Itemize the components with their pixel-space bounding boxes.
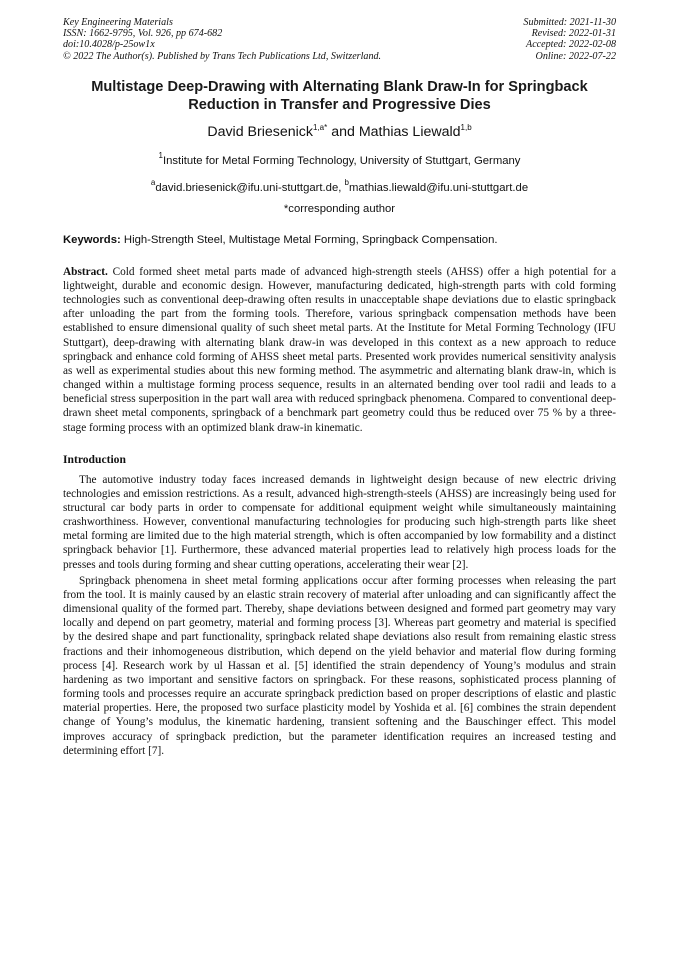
journal-header (63, 17, 616, 62)
issn-line: ISSN: 1662-9795, Vol. 926, pp 674-682 (63, 28, 223, 40)
affiliation (63, 145, 616, 172)
abstract-text: Cold formed sheet metal parts made of advanced high-strength steels (AHSS) offer a high potential for a lightweight, durable and economic design. However, manufacturing dedicated, high-strength parts with cold forming technologies such as conventional deep-drawing often results in unacceptable shape deviations due to elastic springback after unloading the part from the forming tools. Therefore, various springback compensation methods have been established to ensure dimensional quality of such sheet metal parts. At the Institute for Metal Forming Technology (IFU Stuttgart), deep-drawing with alternating blank draw-in was developed in this context as a new approach to reduce springback and enhance cold forming of AHSS sheet metal parts. Presented work provides numerical sensitivity analysis as well as experimental studies about this new forming method. The asymmetric and alternating blank draw-in, which is changed within a multistage forming process sequence, results in an alternated bending over tool radii and leads to a beneficial stress superposition in the part wall area with reduced springback phenomena. Compared to conventional deep-drawn sheet metal components, springback of a benchmark part geometry could thus be reduced over 75 % by a three-stage forming process with an optimized blank draw-in kinematic. (63, 265, 616, 434)
author-affiliation-mark: 1,b (460, 122, 472, 132)
author-emails (63, 172, 616, 199)
publication-dates (523, 17, 616, 62)
affiliation-text: Institute for Metal Forming Technology, University of Stuttgart, Germany (162, 154, 521, 167)
email-link[interactable]: david.briesenick@ifu.uni-stuttgart.de, (155, 181, 342, 194)
abstract (63, 265, 616, 435)
publication-info (63, 17, 381, 62)
paper-title: Multistage Deep-Drawing with Alternating Blank Draw-In for Springback Reduction in Transfer and Progressive Dies (91, 78, 588, 113)
journal-name: Key Engineering Materials (63, 17, 173, 28)
corresponding-author-note: *corresponding author (283, 202, 396, 215)
section-heading: Introduction (63, 452, 126, 466)
doi-line: doi:10.4028/p-25ow1x (63, 39, 155, 51)
keywords-label: Keywords: (63, 233, 121, 246)
submitted-date: Submitted: 2021-11-30 (523, 17, 616, 28)
email-mark: b (344, 177, 349, 187)
author-name: David Briesenick (207, 123, 313, 140)
revised-date: Revised: 2022-01-31 (531, 28, 616, 40)
copyright-line: © 2022 The Author(s). Published by Trans Tech Publications Ltd, Switzerland. (63, 50, 382, 62)
keywords (63, 233, 616, 247)
affiliation-mark: 1 (158, 150, 163, 160)
author-conjunction: and (331, 123, 355, 140)
author-affiliation-mark: 1,a* (313, 122, 328, 132)
body-paragraph: The automotive industry today faces increased demands in lightweight design because of new electric driving technologies and emission restrictions. As a result, advanced high-strength-steels (AHSS) are increasingly being used for structural car body parts in order to compensate for additional equipment weight while simultaneously maintaining crashworthiness. However, conventional manufacturing technologies for producing such high-strength parts like sheet metal forming are limited due to the high material strength, which is often accompanied by low formability and a distinct springback behavior [1]. Furthermore, these advanced material properties lead to relatively high process loads for the presses and tools during forming and shear cutting operations, accelerating their wear [2]. (63, 473, 616, 571)
accepted-date: Accepted: 2022-02-08 (526, 39, 616, 51)
online-date: Online: 2022-07-22 (535, 50, 616, 62)
author-name: Mathias Liewald (358, 123, 461, 140)
email-mark: a (150, 177, 156, 187)
author-line (63, 118, 616, 142)
email-link[interactable]: mathias.liewald@ifu.uni-stuttgart.de (348, 181, 529, 194)
body-paragraph: Springback phenomena in sheet metal forming applications occur after forming processes when releasing the part from the tool. It is mainly caused by an elastic strain recovery of material after unloading and can significantly affect the dimensional quality of the formed part. Thereby, shape deviations between designed and formed part geometry may vary locally and depend on part geometry, material and forming process [3]. Whereas part geometry and material is specified by the desired shape and part functionality, springback related shape deviations also result from remaining elastic stress fractions and their inhomogeneous distribution, which depend on the yield behavior and material flow during forming process [4]. Research work by ul Hassan et al. [5] identified the strain dependency of Young’s modulus and strain hardening as two important and sensitive factors on springback. For these reasons, sophisticated process planning of forming tools and processes require an accurate springback prediction based on proper descriptions of elastic and plastic material properties. Here, the proposed two surface plasticity model by Yoshida et al. [6] combines the strain dependent change of Young’s modulus, the kinematic hardening, transient softening and the Bauschinger effect. This model improves accuracy of springback prediction, but the parameter identification requires an increased testing and determining effort [7]. (63, 574, 616, 757)
keywords-text: High-Strength Steel, Multistage Metal Forming, Springback Compensation. (123, 233, 498, 246)
abstract-label: Abstract. (63, 265, 108, 278)
